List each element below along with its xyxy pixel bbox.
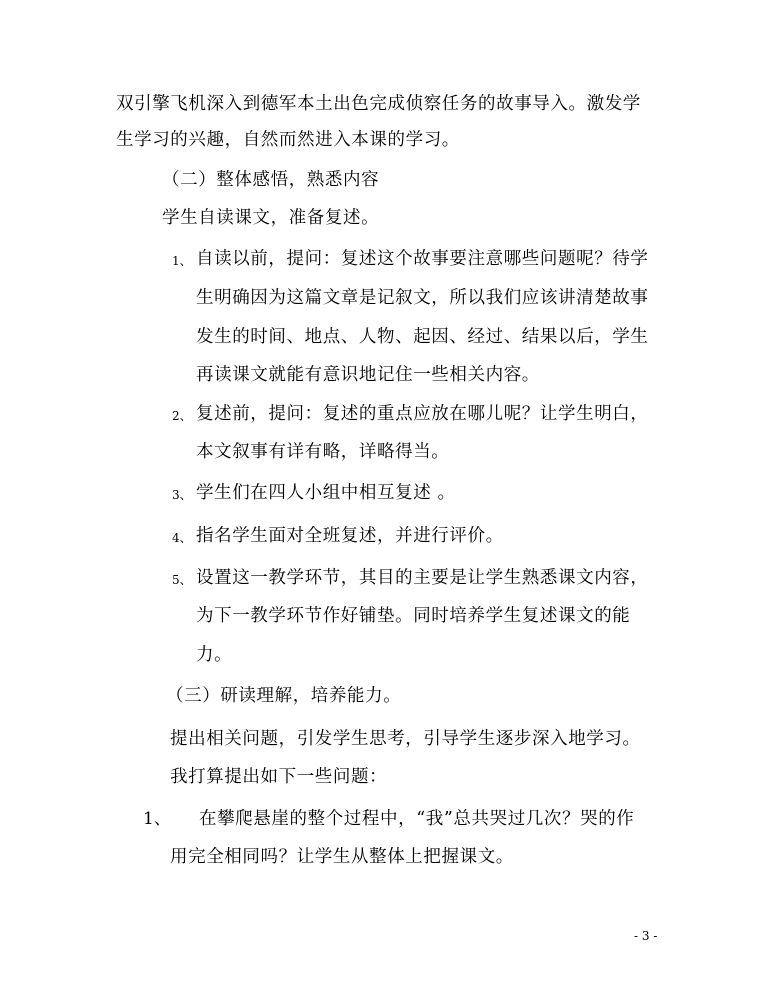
- question-number: 1、: [143, 809, 171, 829]
- list-item-line: 生明确因为这篇文章是记叙文，所以我们应该讲清楚故事: [196, 288, 649, 308]
- list-item-line: 复述前，提问：复述的重点应放在哪儿呢？让学生明白，: [196, 404, 649, 424]
- list-item-number: 1、: [172, 254, 192, 268]
- list-item-line: 自读以前，提问：复述这个故事要注意哪些问题呢？待学: [196, 249, 649, 269]
- list-item-number: 3、: [172, 488, 192, 502]
- list-item-number: 5、: [172, 573, 192, 587]
- question-line: 用完全相同吗？让学生从整体上把握课文。: [170, 847, 514, 867]
- list-item-line: 力。: [196, 645, 233, 665]
- section-2-heading: （二）整体感悟，熟悉内容: [162, 170, 380, 190]
- intro-line-1: 双引擎飞机深入到德军本土出色完成侦察任务的故事导入。激发学: [116, 94, 641, 114]
- list-item-line: 本文叙事有详有略，详略得当。: [196, 442, 450, 462]
- list-item-number: 4、: [172, 531, 192, 545]
- list-item-line: 发生的时间、地点、人物、起因、经过、结果以后，学生: [196, 327, 649, 347]
- list-item-number: 2、: [172, 409, 192, 423]
- list-item-line: 设置这一教学环节，其目的主要是让学生熟悉课文内容，: [196, 568, 649, 588]
- section-3-heading: （三）研读理解，培养能力。: [166, 686, 402, 706]
- list-item-line: 指名学生面对全班复述，并进行评价。: [196, 526, 504, 546]
- section-3-lead-1: 提出相关问题，引发学生思考，引导学生逐步深入地学习。: [170, 729, 641, 749]
- section-3-lead-2: 我打算提出如下一些问题：: [170, 767, 388, 787]
- section-2-lead: 学生自读课文，准备复述。: [162, 208, 380, 228]
- list-item-line: 再读课文就能有意识地记住一些相关内容。: [196, 365, 540, 385]
- page-number: - 3 -: [634, 929, 658, 943]
- intro-line-2: 生学习的兴趣，自然而然进入本课的学习。: [116, 130, 460, 150]
- question-line: 在攀爬悬崖的整个过程中，“我”总共哭过几次？哭的作: [199, 809, 635, 829]
- list-item-line: 学生们在四人小组中相互复述 。: [196, 483, 456, 503]
- list-item-line: 为下一教学环节作好铺垫。同时培养学生复述课文的能: [196, 606, 631, 626]
